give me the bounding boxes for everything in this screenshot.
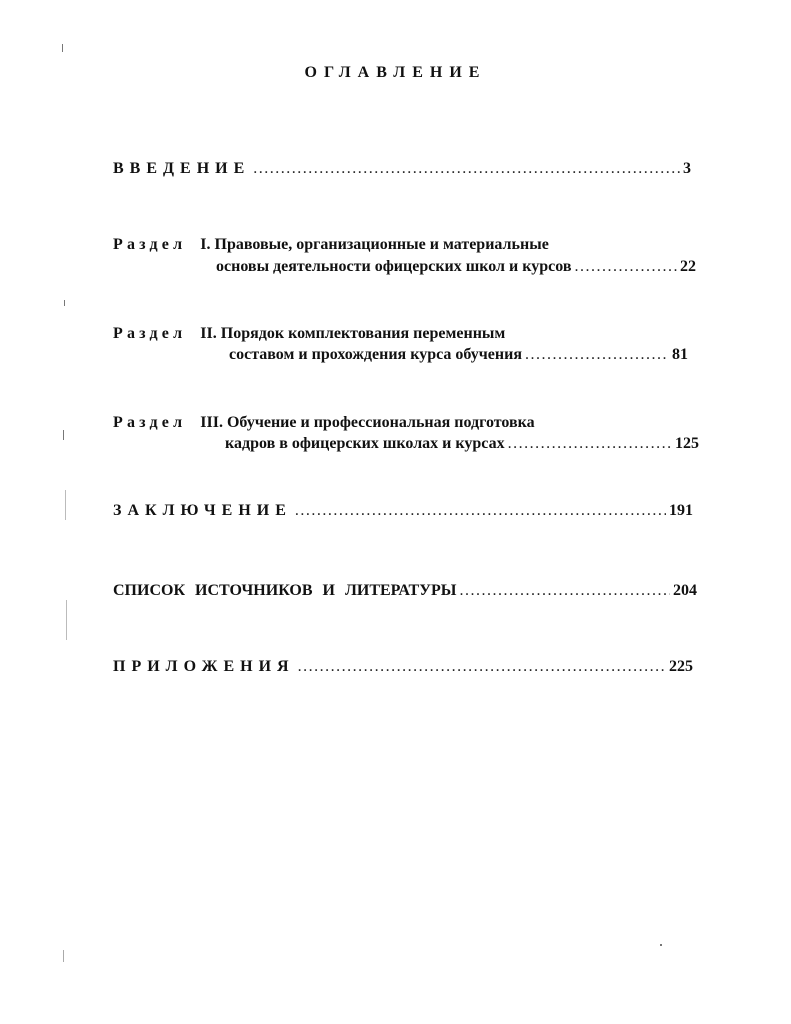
- scan-speck: [64, 300, 65, 306]
- section-title-line1: II. Порядок комплектования переменным: [200, 325, 506, 342]
- dot-leader: [253, 160, 680, 178]
- dot-leader: [525, 346, 669, 364]
- scan-speck: [63, 950, 64, 962]
- section-title-line2: составом и прохождения курса обучения: [229, 346, 522, 363]
- scan-speck: [62, 44, 63, 52]
- toc-section-1-line1: [113, 236, 693, 258]
- toc-entry-conclusion: [113, 502, 693, 524]
- section-prefix: Раздел: [113, 414, 187, 431]
- toc-entry-sources: [113, 582, 697, 604]
- toc-section-2-line2: [229, 346, 688, 368]
- toc-entry-label: СПИСОК ИСТОЧНИКОВ И ЛИТЕРАТУРЫ: [113, 582, 457, 599]
- toc-entry-page: 191: [669, 502, 693, 519]
- dot-leader: [508, 435, 672, 453]
- toc-entry-appendices: [113, 658, 693, 680]
- section-title-line1: III. Обучение и профессиональная подготовка: [200, 414, 535, 431]
- toc-entry-page: 225: [669, 658, 693, 675]
- toc-entry-page: 22: [680, 258, 696, 275]
- dot-leader: [298, 658, 666, 676]
- section-title-line2: основы деятельности офицерских школ и курсов: [216, 258, 572, 275]
- scan-speck: [65, 490, 66, 520]
- toc-entry-label: ВВЕДЕНИЕ: [113, 160, 251, 177]
- dot-leader: [295, 502, 666, 520]
- section-title-line1: I. Правовые, организационные и материальные: [200, 236, 549, 253]
- section-title-line2: кадров в офицерских школах и курсах: [225, 435, 505, 452]
- dot-leader: [459, 582, 670, 600]
- toc-entry-introduction: [113, 160, 691, 182]
- scan-speck: [660, 944, 662, 946]
- toc-section-3-line2: [225, 435, 699, 457]
- scan-speck: [63, 430, 64, 440]
- toc-entry-page: 125: [675, 435, 699, 452]
- section-prefix: Раздел: [113, 325, 187, 342]
- toc-section-3-line1: [113, 414, 693, 436]
- dot-leader: [574, 258, 677, 276]
- toc-section-1-line2: [216, 258, 696, 280]
- toc-entry-label: ПРИЛОЖЕНИЯ: [113, 658, 295, 675]
- toc-entry-page: 81: [672, 346, 688, 363]
- toc-entry-label: ЗАКЛЮЧЕНИЕ: [113, 502, 292, 519]
- toc-entry-page: 204: [673, 582, 697, 599]
- toc-section-2-line1: [113, 325, 693, 347]
- scan-speck: [66, 600, 67, 640]
- toc-entry-page: 3: [683, 160, 691, 177]
- page-title: ОГЛАВЛЕНИЕ: [304, 64, 487, 81]
- section-prefix: Раздел: [113, 236, 187, 253]
